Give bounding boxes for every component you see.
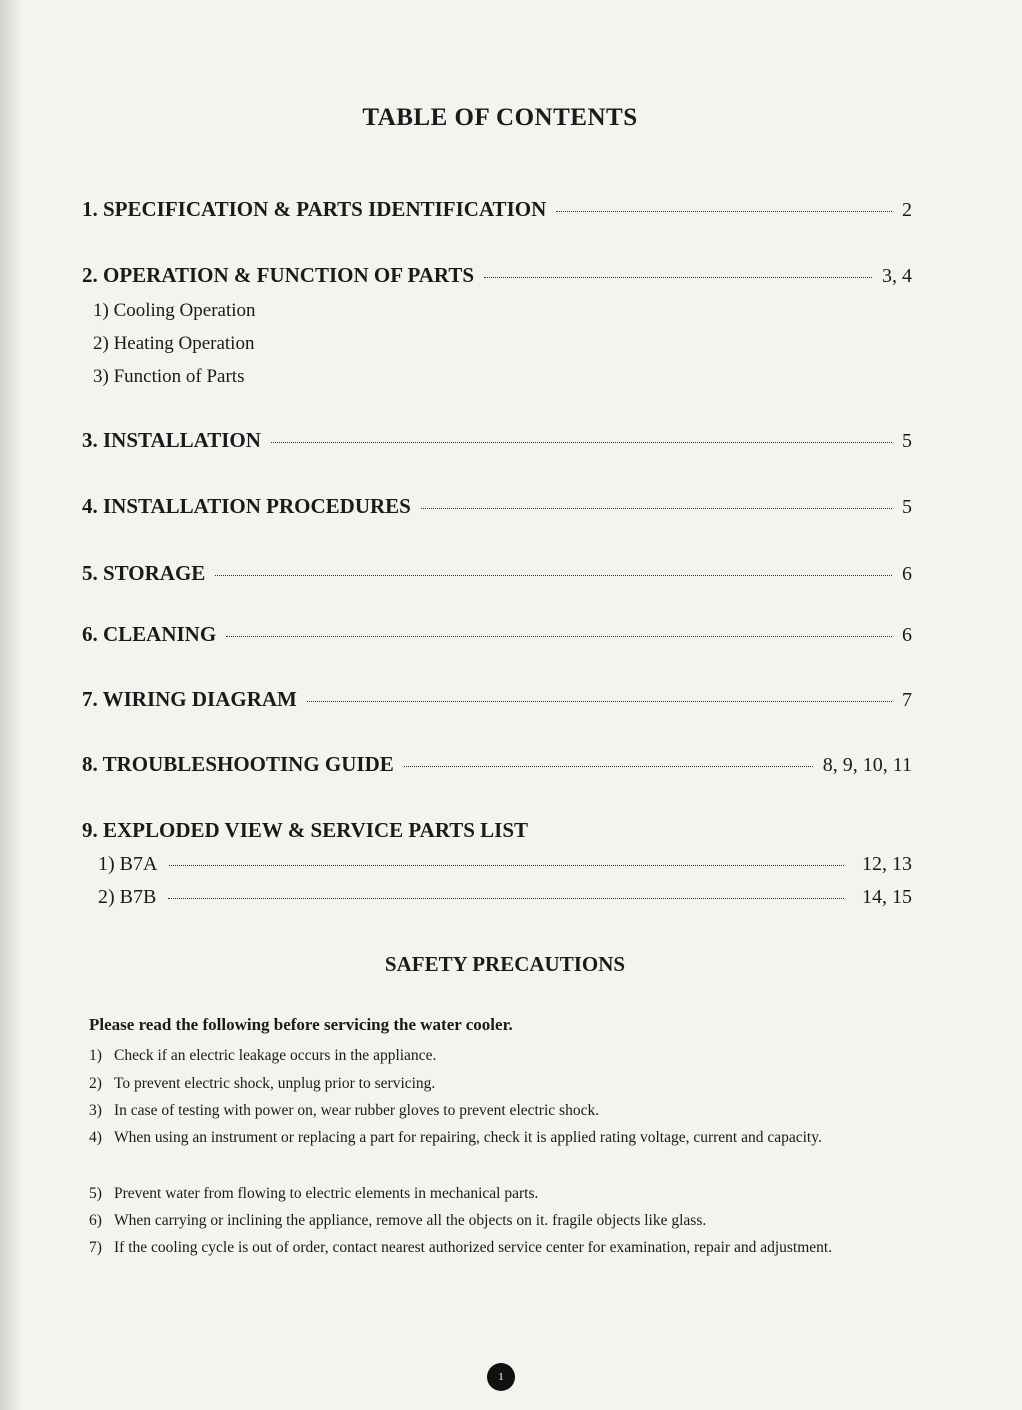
toc-entry-specification[interactable] [82, 197, 912, 222]
leader-dots [404, 766, 813, 767]
toc-entry-label: 1. SPECIFICATION & PARTS IDENTIFICATION [82, 197, 547, 221]
toc-entry-troubleshooting[interactable] [82, 752, 912, 777]
precaution-number: 6) [89, 1212, 102, 1229]
toc-entry-label: 9. EXPLODED VIEW & SERVICE PARTS LIST [82, 818, 529, 842]
precaution-text: Check if an electric leakage occurs in the appliance. [114, 1047, 437, 1064]
toc-entry-label: 6. CLEANING [82, 622, 217, 646]
precaution-text: To prevent electric shock, unplug prior to servicing. [114, 1075, 436, 1092]
precaution-item [89, 1234, 909, 1262]
toc-entry-cleaning[interactable] [82, 622, 912, 647]
precaution-number: 1) [89, 1047, 102, 1064]
page-number-badge: 1 [487, 1363, 515, 1391]
safety-intro: Please read the following before servicing the water cooler. [89, 1015, 513, 1034]
leader-dots [215, 575, 892, 576]
toc-entry-page: 5 [902, 496, 912, 518]
toc-entry-label: 8. TROUBLESHOOTING GUIDE [82, 752, 394, 776]
precaution-text: In case of testing with power on, wear rubber gloves to prevent electric shock. [114, 1102, 600, 1119]
toc-entry-page: 6 [902, 563, 912, 585]
toc-entry-installation-procedures[interactable] [82, 494, 912, 519]
toc-entry-label: 2. OPERATION & FUNCTION OF PARTS [82, 263, 475, 287]
leader-dots [421, 508, 892, 509]
precaution-text: If the cooling cycle is out of order, contact nearest authorized service center for examination, repair and adjustment. [114, 1239, 833, 1256]
page-edge-shadow [0, 0, 22, 1410]
precaution-text: When using an instrument or replacing a part for repairing, check it is applied rating voltage, current and capacity. [114, 1129, 822, 1146]
precaution-number: 7) [89, 1239, 102, 1256]
toc-entry-page: 6 [902, 624, 912, 646]
precaution-item [89, 1207, 909, 1235]
leader-dots [484, 277, 872, 278]
toc-entry-operation[interactable] [82, 263, 912, 288]
toc-subitem-function[interactable]: 3) Function of Parts [93, 366, 245, 387]
toc-entry-label: 5. STORAGE [82, 561, 206, 585]
toc-subitem-heating[interactable]: 2) Heating Operation [93, 333, 255, 354]
toc-entry-exploded-view[interactable] [82, 818, 912, 843]
precaution-text: When carrying or inclining the appliance, remove all the objects on it. fragile objects like glass. [114, 1212, 707, 1229]
toc-title: TABLE OF CONTENTS [362, 104, 638, 131]
leader-dots [169, 865, 844, 866]
precaution-item [89, 1042, 909, 1070]
toc-entry-page: 3, 4 [882, 265, 912, 287]
toc-entry-page: 8, 9, 10, 11 [822, 754, 912, 776]
toc-subitem-page: 12, 13 [862, 853, 912, 875]
toc-entry-label: 7. WIRING DIAGRAM [82, 687, 297, 711]
toc-entry-label: 3. INSTALLATION [82, 428, 261, 452]
toc-entry-page: 7 [902, 689, 912, 711]
leader-dots [226, 636, 892, 637]
precaution-number: 2) [89, 1075, 102, 1092]
leader-dots [271, 442, 892, 443]
toc-entry-storage[interactable] [82, 561, 912, 586]
leader-dots [168, 898, 844, 899]
precaution-text: Prevent water from flowing to electric elements in mechanical parts. [114, 1185, 539, 1202]
leader-dots [556, 211, 892, 212]
toc-subitem-cooling[interactable]: 1) Cooling Operation [93, 300, 256, 321]
toc-subitem-label: 2) B7B [98, 886, 157, 908]
precaution-item [89, 1097, 909, 1125]
toc-subitem-b7a[interactable] [98, 853, 912, 876]
toc-entry-installation[interactable] [82, 428, 912, 453]
toc-entry-page: 2 [902, 199, 912, 221]
toc-subitem-label: 1) B7A [98, 853, 158, 875]
toc-entry-wiring-diagram[interactable] [82, 687, 912, 712]
precaution-number: 3) [89, 1102, 102, 1119]
precaution-item [89, 1070, 909, 1098]
safety-title: SAFETY PRECAUTIONS [384, 952, 626, 976]
toc-subitem-page: 14, 15 [862, 886, 912, 908]
precaution-number: 4) [89, 1129, 102, 1146]
precaution-item [89, 1180, 909, 1208]
precaution-item [89, 1124, 909, 1152]
toc-entry-label: 4. INSTALLATION PROCEDURES [82, 494, 411, 518]
precaution-number: 5) [89, 1185, 102, 1202]
leader-dots [307, 701, 892, 702]
toc-entry-page: 5 [902, 430, 912, 452]
toc-subitem-b7b[interactable] [98, 886, 912, 909]
